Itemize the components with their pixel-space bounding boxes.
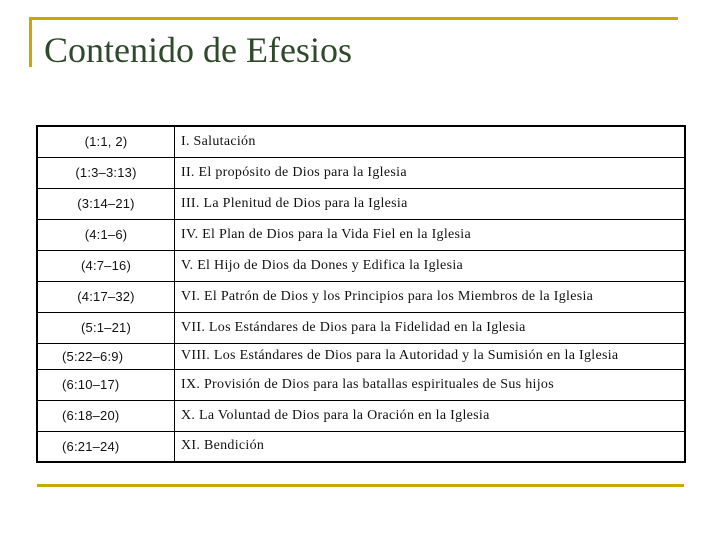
- section-cell: XI. Bendición: [175, 431, 686, 462]
- reference-cell: (5:1–21): [37, 312, 175, 343]
- table-row: [37, 400, 685, 431]
- frame-bottom-line: [37, 484, 684, 487]
- table-row: [37, 343, 685, 369]
- slide-title: Contenido de Efesios: [44, 30, 352, 70]
- reference-cell: (4:7–16): [37, 250, 175, 281]
- section-cell: V. El Hijo de Dios da Dones y Edifica la Iglesia: [175, 250, 686, 281]
- table-row: [37, 312, 685, 343]
- reference-cell: (6:21–24): [37, 431, 175, 462]
- section-cell: III. La Plenitud de Dios para la Iglesia: [175, 188, 686, 219]
- table-row: [37, 157, 685, 188]
- table-row: [37, 250, 685, 281]
- table-row: [37, 431, 685, 462]
- reference-cell: (1:3–3:13): [37, 157, 175, 188]
- section-cell: IV. El Plan de Dios para la Vida Fiel en la Iglesia: [175, 219, 686, 250]
- section-cell: VII. Los Estándares de Dios para la Fidelidad en la Iglesia: [175, 312, 686, 343]
- section-cell: IX. Provisión de Dios para las batallas espirituales de Sus hijos: [175, 369, 686, 400]
- reference-cell: (1:1, 2): [37, 126, 175, 157]
- reference-cell: (5:22–6:9): [37, 343, 175, 369]
- section-cell: X. La Voluntad de Dios para la Oración en la Iglesia: [175, 400, 686, 431]
- section-cell: II. El propósito de Dios para la Iglesia: [175, 157, 686, 188]
- table-row: [37, 188, 685, 219]
- table-row: [37, 219, 685, 250]
- reference-cell: (6:10–17): [37, 369, 175, 400]
- contents-table: [36, 125, 686, 463]
- section-cell: VIII. Los Estándares de Dios para la Autoridad y la Sumisión en la Iglesia: [175, 343, 686, 369]
- section-cell: I. Salutación: [175, 126, 686, 157]
- table-row: [37, 281, 685, 312]
- reference-cell: (4:1–6): [37, 219, 175, 250]
- frame-left-line: [29, 17, 32, 67]
- reference-cell: (6:18–20): [37, 400, 175, 431]
- reference-cell: (3:14–21): [37, 188, 175, 219]
- section-cell: VI. El Patrón de Dios y los Principios para los Miembros de la Iglesia: [175, 281, 686, 312]
- table-row: [37, 126, 685, 157]
- reference-cell: (4:17–32): [37, 281, 175, 312]
- frame-top-line: [29, 17, 678, 20]
- table-row: [37, 369, 685, 400]
